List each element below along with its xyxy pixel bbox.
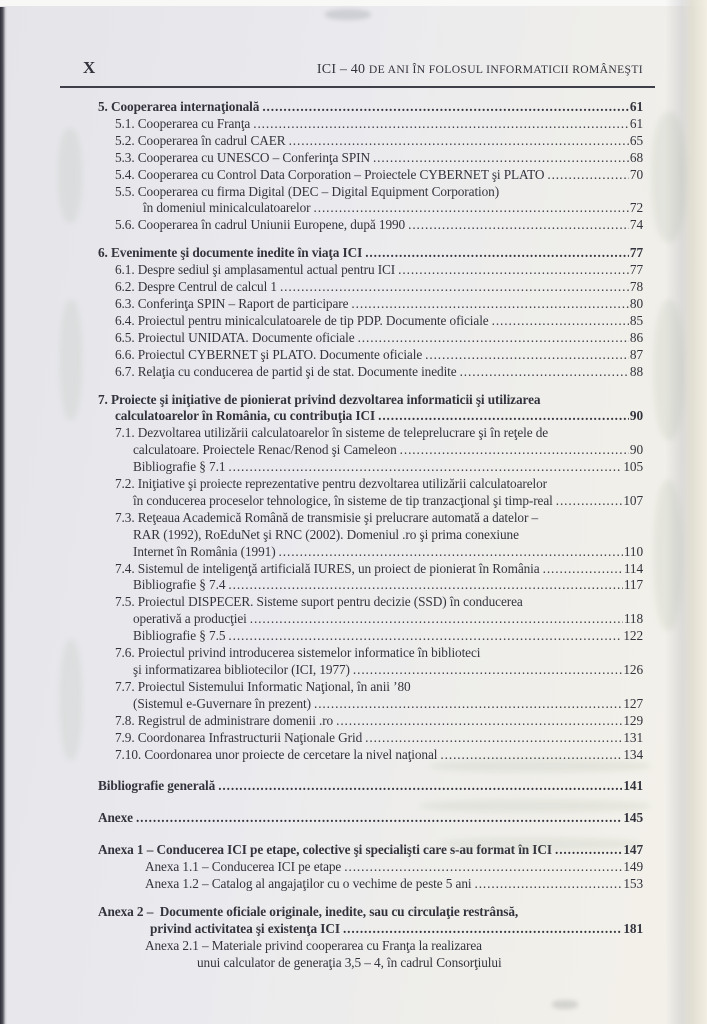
dot-leader — [365, 730, 622, 747]
toc-entry-page: 90 — [629, 442, 643, 458]
toc-entry — [98, 347, 643, 364]
bleed-through-smudge — [652, 112, 686, 242]
dot-leader — [253, 116, 629, 133]
toc-entry-text: Anexa 1.2 – Catalog al angajaţilor cu o vechime de peste 5 ani — [145, 876, 472, 892]
dot-leader — [344, 859, 622, 876]
toc-entry — [98, 810, 643, 827]
toc-entry-page: 78 — [629, 279, 643, 295]
toc-entry-page: 127 — [623, 695, 643, 711]
toc-entry — [98, 116, 643, 133]
toc-entry-page: 131 — [623, 729, 643, 745]
toc-entry-page: 70 — [629, 166, 643, 182]
toc-entry-text: 6.7. Relaţia cu conducerea de partid şi de stat. Documente inedite — [115, 363, 457, 379]
toc-entry-page: 85 — [629, 312, 643, 328]
toc-entry — [98, 425, 643, 442]
toc-entry — [98, 364, 643, 381]
toc-entry-page: 88 — [629, 363, 643, 379]
toc-entry-text: şi informatizarea bibliotecilor (ICI, 1977) — [133, 662, 350, 677]
dot-leader — [547, 167, 629, 184]
toc-entry-text: 7.4. Sistemul de inteligenţă artificială IURES, un proiect de pionierat în România — [115, 560, 540, 576]
toc-entry — [98, 493, 643, 510]
toc-entry-page: 87 — [629, 346, 643, 362]
toc-entry — [98, 296, 643, 313]
toc-entry — [98, 392, 643, 409]
toc-entry — [98, 955, 643, 972]
dot-leader — [218, 778, 622, 795]
dot-leader — [250, 611, 623, 628]
toc-entry-text: 7.8. Registrul de administrare domenii .ro — [115, 712, 334, 728]
toc-entry-text: 6.1. Despre sediul şi amplasamentul actual pentru ICI — [115, 262, 396, 278]
toc-entry-text: 6.2. Despre Centrul de calcul 1 — [115, 279, 277, 295]
toc-entry-page: 72 — [629, 200, 643, 216]
toc-entry-text: 7.3. Reţeaua Academică Română de transmisie şi prelucrare automată a datelor – — [115, 509, 539, 525]
toc-entry — [98, 510, 643, 527]
toc-entry-text: calculatoarelor în România, cu contribuţia ICI — [115, 408, 376, 424]
dot-leader — [353, 662, 622, 679]
toc-entry-text: 6. Evenimente şi documente inedite în viaţa ICI — [98, 245, 363, 261]
toc-entry-page: 114 — [623, 560, 643, 576]
bleed-through-smudge — [430, 760, 650, 772]
toc-entry-page: 61 — [629, 99, 643, 114]
toc-entry-page: 65 — [629, 132, 643, 148]
dot-leader — [136, 810, 622, 827]
toc-entry-page: 86 — [629, 329, 643, 345]
scan-smudge — [552, 1000, 578, 1009]
toc-entry-text: în domeniul minicalculatoarelor — [143, 200, 311, 216]
toc-entry-page: 147 — [623, 842, 643, 858]
toc-entry-text: 7.5. Proiectul DISPECER. Sisteme suport pentru decizie (SSD) în conducerea — [115, 594, 523, 610]
dot-leader — [400, 442, 629, 459]
toc-entry — [98, 645, 643, 662]
dot-leader — [378, 408, 629, 425]
toc-entry-text: Anexa 1.1 – Conducerea ICI pe etape — [145, 859, 342, 875]
dot-leader — [289, 133, 629, 150]
toc-entry-text: 6.6. Proiectul CYBERNET şi PLATO. Documente oficiale — [115, 346, 423, 362]
toc-entry-text: (Sistemul e-Guvernare în prezent) — [133, 695, 311, 711]
running-title-lead: ICI – 40 — [316, 62, 369, 77]
bleed-through-smudge — [420, 800, 650, 812]
toc-entry-page: 118 — [623, 611, 643, 627]
toc-entry-text: 5.4. Cooperarea cu Control Data Corporation – Proiectele CYBERNET şi PLATO — [115, 166, 545, 182]
toc-entry — [98, 408, 643, 425]
dot-leader — [262, 99, 629, 116]
toc-entry-page: 105 — [623, 459, 643, 475]
toc-entry-page: 181 — [623, 920, 643, 936]
dot-leader — [351, 296, 628, 313]
toc-entry — [98, 99, 643, 116]
running-title — [317, 62, 643, 78]
toc-entry-page: 77 — [629, 262, 643, 278]
toc-entry — [98, 904, 643, 921]
toc-entry-page: 80 — [629, 295, 643, 311]
toc-entry — [98, 184, 643, 201]
toc-entry-page: 141 — [623, 778, 643, 794]
toc-entry-page: 68 — [629, 149, 643, 165]
dot-leader — [343, 921, 622, 938]
dot-leader — [314, 696, 622, 713]
toc-entry-text: calculatoare. Proiectele Renac/Renod şi Cameleon — [133, 442, 397, 458]
toc-entry — [98, 577, 643, 594]
toc-entry-text: Anexa 1 – Conducerea ICI pe etape, colective şi specialişti care s-au format în ICI — [98, 842, 552, 858]
toc-entry-text: Anexe — [98, 810, 133, 826]
toc-entry-text: 7.9. Coordonarea Infrastructurii Naţionale Grid — [115, 729, 363, 745]
toc-entry-text: Bibliografie § 7.5 — [133, 628, 226, 644]
scan-edge-top — [0, 0, 707, 6]
dot-leader — [228, 577, 622, 594]
toc-entry — [98, 611, 643, 628]
bleed-through-smudge — [58, 128, 82, 223]
toc-entry-text: Bibliografie § 7.4 — [133, 577, 226, 593]
toc-entry-text: unui calculator de generaţia 3,5 – 4, în cadrul Consorţiului — [197, 954, 502, 970]
toc-entry-page: 134 — [623, 746, 643, 762]
toc-entry-text: Bibliografie § 7.1 — [133, 459, 226, 475]
dot-leader — [280, 279, 629, 296]
toc-entry-text: RAR (1992), RoEduNet şi RNC (2002). Domeniul .ro şi prima conexiune — [133, 526, 519, 542]
toc-entry — [98, 730, 643, 747]
toc-entry — [98, 679, 643, 696]
toc-entry-text: 7.7. Proiectul Sistemului Informatic Naţional, în anii ’80 — [115, 678, 411, 694]
scan-edge-left — [0, 7, 7, 1024]
bleed-through-smudge — [60, 300, 82, 420]
toc-entry-page: 153 — [623, 876, 643, 892]
toc-entry-text: operativă a producţiei — [133, 611, 247, 627]
dot-leader — [425, 347, 629, 364]
toc-entry-page: 117 — [623, 577, 643, 593]
toc-entry-page: 145 — [623, 810, 643, 826]
toc-entry — [98, 662, 643, 679]
toc-entry-page: 149 — [623, 859, 643, 875]
toc-entry — [98, 442, 643, 459]
toc-entry-text: 7. Proiecte şi iniţiative de pionierat privind dezvoltarea informaticii şi utilizarea — [98, 391, 541, 407]
toc-entry-page: 126 — [623, 662, 643, 677]
dot-leader — [373, 150, 629, 167]
toc-entry-text: privind activitatea şi existenţa ICI — [150, 920, 340, 936]
dot-leader — [543, 561, 623, 578]
dot-leader — [556, 493, 623, 510]
toc-entry-text: 5.6. Cooperarea în cadrul Uniunii Europene, după 1990 — [115, 217, 406, 233]
toc-entry-text: 5.1. Cooperarea cu Franţa — [115, 115, 251, 131]
toc-entry — [98, 330, 643, 347]
toc-entry-page: 90 — [629, 408, 643, 424]
scan-smudge — [325, 9, 371, 20]
header-rule — [60, 86, 655, 88]
toc-entry — [98, 217, 643, 234]
toc-entry-text: Anexa 2 – Documente oficiale originale, inedite, sau cu circulaţie restrânsă, — [98, 903, 519, 919]
toc-entry — [98, 594, 643, 611]
toc-entry-text: 5.2. Cooperarea în cadrul CAER — [115, 132, 286, 148]
toc-entry-page: 107 — [623, 492, 643, 508]
toc-entry — [98, 313, 643, 330]
toc-entry-text: în conducerea proceselor tehnologice, în sisteme de tip tranzacţional şi timp-real — [133, 492, 553, 508]
dot-leader — [460, 364, 629, 381]
toc-entry-text: 5.3. Cooperarea cu UNESCO – Conferinţa SPIN — [115, 149, 370, 165]
toc-entry — [98, 544, 643, 561]
toc-entry — [98, 150, 643, 167]
toc-entry — [98, 876, 643, 893]
toc-entry-text: Internet în România (1991) — [133, 543, 276, 559]
toc-entry-text: 7.6. Proiectul privind introducerea sistemelor informatice în biblioteci — [115, 645, 481, 661]
running-title-rest: DE ANI ÎN FOLOSUL INFORMATICII ROMÂNEŞTI — [368, 63, 643, 76]
toc-entry-page: 129 — [623, 712, 643, 728]
dot-leader — [408, 217, 629, 234]
bleed-through-smudge — [654, 480, 682, 630]
toc-entry-text: 5.5. Cooperarea cu firma Digital (DEC – Digital Equipment Corporation) — [115, 183, 500, 199]
toc-entry — [98, 200, 643, 217]
toc-entry — [98, 628, 643, 645]
toc-entry-page: 61 — [629, 115, 643, 131]
toc-entry — [98, 713, 643, 730]
dot-leader — [314, 200, 629, 217]
toc-entry-page: 110 — [623, 543, 643, 559]
dot-leader — [474, 876, 622, 893]
toc-entry — [98, 561, 643, 578]
dot-leader — [228, 459, 622, 476]
page-header — [83, 58, 643, 78]
toc-entry-text: 7.2. Iniţiative şi proiecte reprezentative pentru dezvoltarea utilizării calculatoarelor — [115, 476, 547, 492]
dot-leader — [365, 245, 629, 262]
bleed-through-smudge — [654, 300, 684, 440]
toc-entry — [98, 167, 643, 184]
toc-entry-text: 6.4. Proiectul pentru minicalculatoarele de tip PDP. Documente oficiale — [115, 312, 489, 328]
toc-entry — [98, 921, 643, 938]
page-number: X — [83, 58, 96, 77]
dot-leader — [279, 544, 623, 561]
toc-entry-text: 6.5. Proiectul UNIDATA. Documente oficiale — [115, 329, 355, 345]
toc-entry — [98, 279, 643, 296]
bleed-through-smudge — [60, 640, 82, 760]
dot-leader — [228, 628, 622, 645]
toc-entry-text: 7.10. Coordonarea unor proiecte de cercetare la nivel naţional — [115, 746, 438, 762]
dot-leader — [398, 262, 629, 279]
toc-entry — [98, 778, 643, 795]
toc-entry-page: 74 — [629, 217, 643, 233]
toc-entry — [98, 527, 643, 544]
toc-entry-page: 77 — [629, 245, 643, 261]
dot-leader — [358, 330, 629, 347]
toc-entry — [98, 133, 643, 150]
dot-leader — [492, 313, 629, 330]
toc-entry — [98, 696, 643, 713]
toc-entry-text: Bibliografie generală — [98, 778, 216, 794]
toc-entry — [98, 859, 643, 876]
toc-entry — [98, 459, 643, 476]
toc-entry — [98, 245, 643, 262]
toc-entry-text: 5. Cooperarea internaţională — [98, 99, 260, 114]
toc-entry-text: 7.1. Dezvoltarea utilizării calculatoarelor în sisteme de teleprelucrare şi în reţele de — [115, 425, 549, 441]
bleed-through-smudge — [440, 838, 640, 850]
dot-leader — [336, 713, 622, 730]
toc-entry — [98, 262, 643, 279]
toc-entry — [98, 476, 643, 493]
toc-entry-text: Anexa 2.1 – Materiale privind cooperarea cu Franţa la realizarea — [145, 937, 482, 953]
toc-entry-text: 6.3. Conferinţa SPIN – Raport de participare — [115, 295, 349, 311]
toc-entry-page: 122 — [623, 628, 643, 644]
toc-entry — [98, 938, 643, 955]
